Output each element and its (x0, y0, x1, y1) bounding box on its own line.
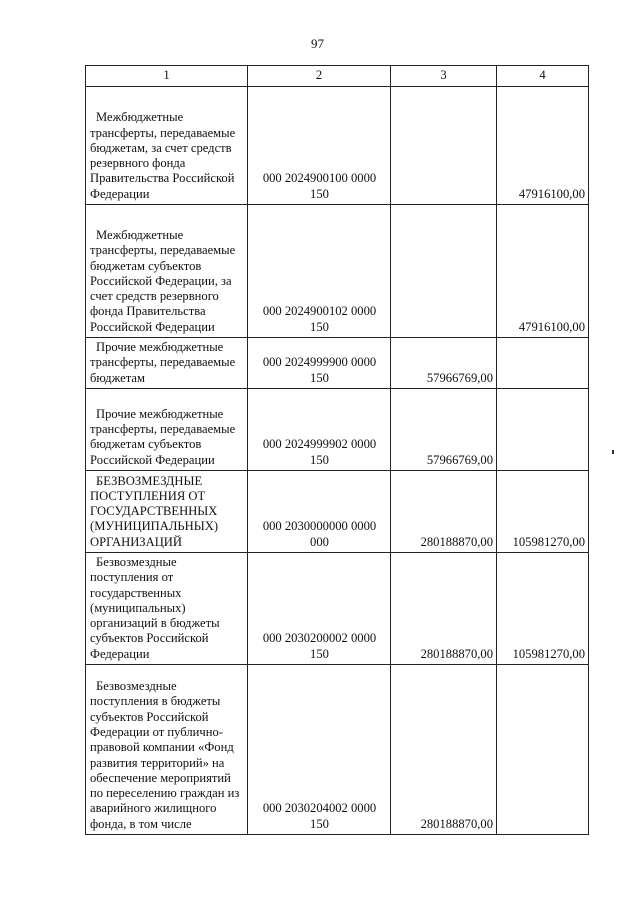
row-name-text: Межбюджетные трансферты, передаваемые бюджетам, за счет средств резервного фонда Правительства Российской Федерации (90, 110, 236, 201)
row-value-col4: 105981270,00 (497, 471, 589, 553)
row-name-text: Прочие межбюджетные трансферты, передаваемые бюджетам (90, 340, 236, 385)
row-name-cell (86, 553, 248, 665)
row-value-col4: 105981270,00 (497, 553, 589, 665)
row-value-col3: 280188870,00 (391, 553, 497, 665)
table-row (86, 665, 589, 835)
row-name-cell (86, 87, 248, 205)
row-name-cell (86, 205, 248, 338)
row-name-text: БЕЗВОЗМЕЗДНЫЕ ПОСТУПЛЕНИЯ ОТ ГОСУДАРСТВЕННЫХ (МУНИЦИПАЛЬНЫХ) ОРГАНИЗАЦИЙ (90, 473, 219, 549)
table-row (86, 553, 589, 665)
table-row (86, 87, 589, 205)
scan-speck (612, 450, 614, 454)
column-header-1: 1 (86, 66, 248, 87)
column-header-3: 3 (391, 66, 497, 87)
row-name-cell (86, 665, 248, 835)
column-header-2: 2 (248, 66, 391, 87)
row-value-col3 (391, 205, 497, 338)
row-code-cell: 000 2024999902 0000 150 (248, 389, 391, 471)
row-code-cell: 000 2024900102 0000 150 (248, 205, 391, 338)
row-value-col3 (391, 87, 497, 205)
row-name-cell (86, 338, 248, 389)
table-row (86, 389, 589, 471)
row-code-cell: 000 2030000000 0000 000 (248, 471, 391, 553)
table-row (86, 471, 589, 553)
row-value-col3: 57966769,00 (391, 389, 497, 471)
row-value-col3: 57966769,00 (391, 338, 497, 389)
table-row (86, 338, 589, 389)
row-value-col4 (497, 389, 589, 471)
row-name-cell (86, 471, 248, 553)
row-value-col4: 47916100,00 (497, 87, 589, 205)
row-value-col4 (497, 338, 589, 389)
row-name-text: Безвозмездные поступления от государственных (муниципальных) организаций в бюджеты субъектов Российской Федерации (90, 555, 220, 661)
table-row (86, 205, 589, 338)
row-value-col3: 280188870,00 (391, 471, 497, 553)
row-code-cell: 000 2024999900 0000 150 (248, 338, 391, 389)
table-header-row (86, 66, 589, 87)
row-name-text: Межбюджетные трансферты, передаваемые бюджетам субъектов Российской Федерации, за счет средств резервного фонда Правительства Российской Федерации (90, 227, 236, 334)
row-value-col3: 280188870,00 (391, 665, 497, 835)
row-name-text: Безвозмездные поступления в бюджеты субъектов Российской Федерации от публично-правовой компании «Фонд развития территорий» на обеспечение мероприятий по переселению граждан из аварийного жилищного фонда, в том числе (90, 679, 240, 831)
row-code-cell: 000 2030204002 0000 150 (248, 665, 391, 835)
row-value-col4 (497, 665, 589, 835)
row-value-col4: 47916100,00 (497, 205, 589, 338)
budget-revenue-table (85, 65, 589, 835)
page-number: 97 (311, 36, 324, 51)
row-code-cell: 000 2030200002 0000 150 (248, 553, 391, 665)
row-name-cell (86, 389, 248, 471)
column-header-4: 4 (497, 66, 589, 87)
row-name-text: Прочие межбюджетные трансферты, передаваемые бюджетам субъектов Российской Федерации (90, 406, 236, 467)
row-code-cell: 000 2024900100 0000 150 (248, 87, 391, 205)
